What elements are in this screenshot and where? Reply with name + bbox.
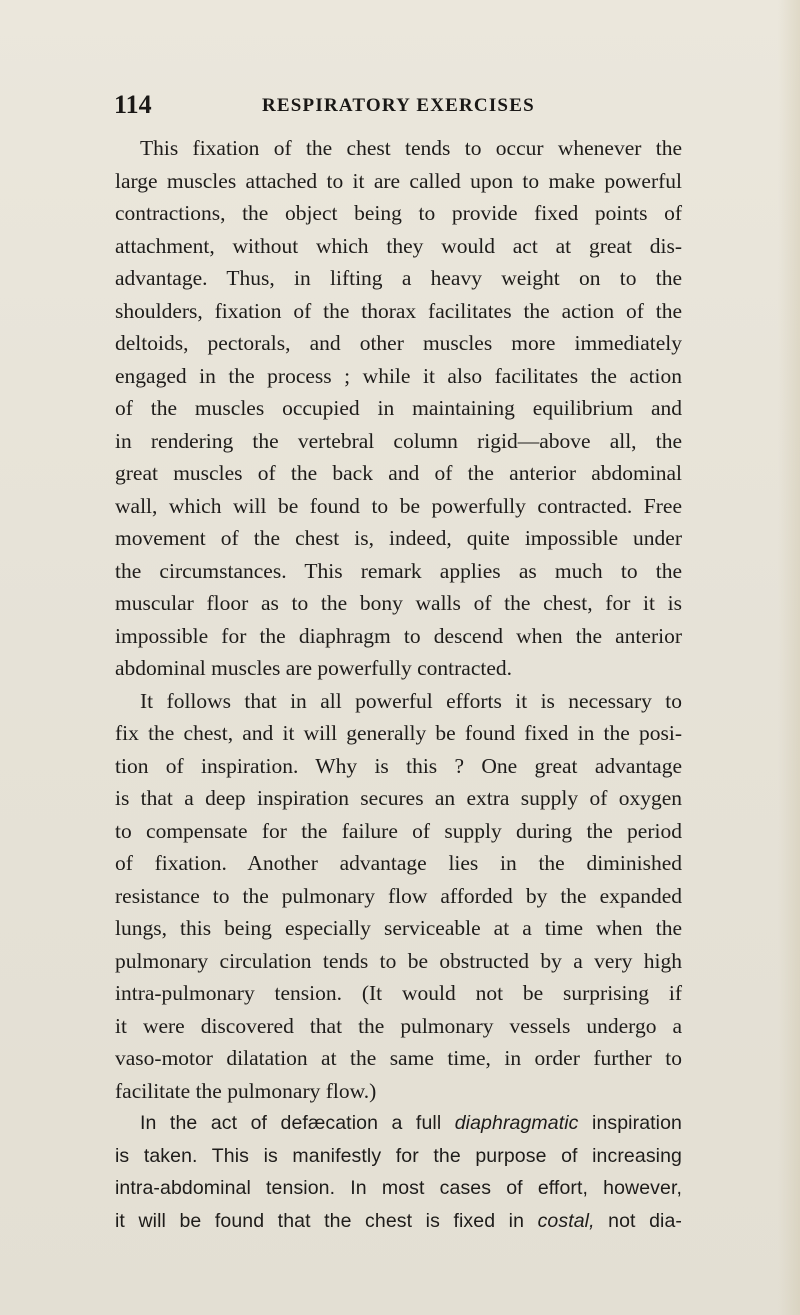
text-line [115,1205,682,1238]
text-line: This fixation of the chest tends to occur whenever the [140,136,682,160]
text-line: great muscles of the back and of the anterior abdominal [115,461,682,485]
text-line: pulmonary circulation tends to be obstructed by a very high [115,948,682,973]
text-line: intra-pulmonary tension. (It would not be surprising if [115,981,682,1005]
text-line: intra-abdominal tension. In most cases of effort, however, [115,1177,682,1199]
page-edge [778,0,800,1315]
text-line: attachment, without which they would act at great dis- [115,233,682,258]
paragraph-1 [115,132,682,685]
page-number: 114 [114,90,152,119]
text-line: is that a deep inspiration secures an extra supply of oxygen [115,786,682,810]
text-line: is taken. This is manifestly for the purpose of increasing [115,1144,682,1167]
text-line: fix the chest, and it will generally be found fixed in the posi- [115,721,682,745]
text-line: facilitate the pulmonary flow.) [115,1078,377,1103]
text-line: abdominal muscles are powerfully contracted. [115,656,513,680]
text-line: large muscles attached to it are called upon to make powerful [115,168,682,193]
text-line: resistance to the pulmonary flow afforded by the expanded [115,883,682,908]
text-line: wall, which will be found to be powerfully contracted. Free [115,493,682,518]
text-line: movement of the chest is, indeed, quite impossible under [115,526,682,550]
text-line: contractions, the object being to provide fixed points of [115,201,682,225]
italic-term: costal, [537,1209,595,1232]
text-line: vaso-motor dilatation at the same time, in order further to [115,1046,682,1070]
text-line: deltoids, pectorals, and other muscles more immediately [115,331,682,355]
running-head [114,88,570,122]
running-title: RESPIRATORY EXERCISES [262,95,535,116]
text-run: inspiration [578,1112,682,1134]
text-line: of fixation. Another advantage lies in the diminished [115,851,682,875]
paragraph-3 [115,1107,682,1237]
text-line: impossible for the diaphragm to descend when the anterior [115,623,682,648]
paragraph-2 [115,685,682,1108]
text-line: engaged in the process ; while it also facilitates the action [115,363,682,388]
text-line: it were discovered that the pulmonary vessels undergo a [115,1013,682,1038]
text-run: not dia- [594,1209,682,1232]
italic-term: diaphragmatic [454,1112,579,1134]
text-run: it will be found that the chest is fixed in [115,1209,538,1232]
text-line: It follows that in all powerful efforts it is necessary to [140,688,682,713]
text-run: In the act of defæcation a full [140,1112,455,1134]
text-line: muscular floor as to the bony walls of the chest, for it is [115,591,682,615]
text-line [115,1107,682,1140]
body-text [115,132,682,1237]
text-line: the circumstances. This remark applies as much to the [115,558,682,583]
text-line: shoulders, fixation of the thorax facilitates the action of the [115,298,682,323]
text-line: in rendering the vertebral column rigid—above all, the [115,428,682,453]
text-line: of the muscles occupied in maintaining equilibrium and [115,396,682,420]
text-line: tion of inspiration. Why is this ? One great advantage [115,753,682,778]
text-line: lungs, this being especially serviceable at a time when the [115,916,682,940]
text-line: to compensate for the failure of supply during the period [115,818,682,843]
text-line: advantage. Thus, in lifting a heavy weight on to the [115,266,682,290]
